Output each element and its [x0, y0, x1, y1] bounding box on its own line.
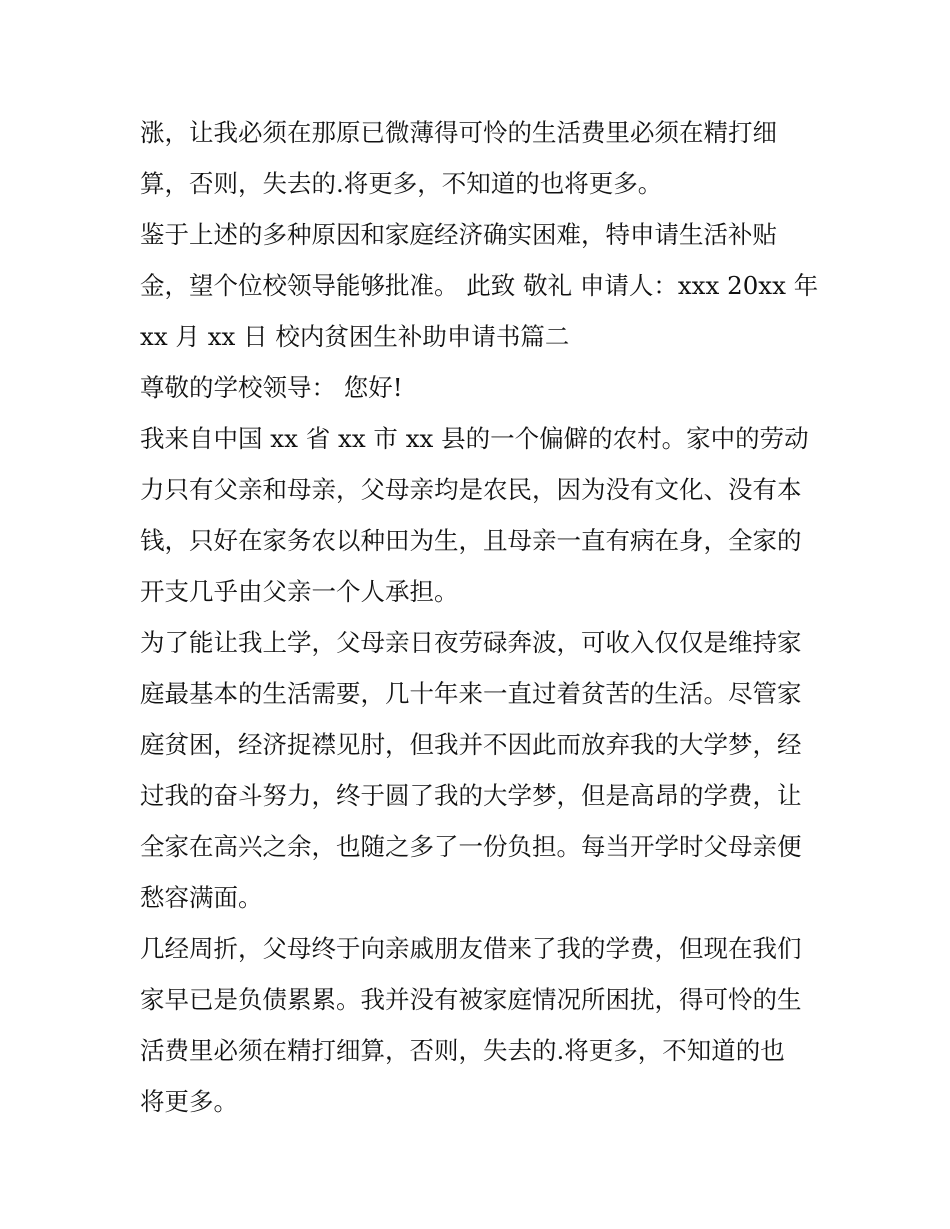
text-line: 金，望个位校领导能够批准。 此致 敬礼 申请人：xxx 20xx 年 — [140, 271, 819, 300]
paragraph-6 — [140, 923, 820, 1127]
paragraph-5 — [140, 617, 820, 923]
text-line: 力只有父亲和母亲，父母亲均是农民，因为没有文化、没有本 — [140, 475, 802, 504]
text-line: 庭最基本的生活需要，几十年来一直过着贫苦的生活。尽管家 — [140, 679, 802, 708]
text-line: 庭贫困，经济捉襟见肘，但我并不因此而放弃我的大学梦，经 — [140, 730, 802, 759]
text-line: 我来自中国 xx 省 xx 市 xx 县的一个偏僻的农村。家中的劳动 — [140, 424, 809, 453]
text-line: 为了能让我上学，父母亲日夜劳碌奔波，可收入仅仅是维持家 — [140, 628, 802, 657]
paragraph-4 — [140, 413, 820, 617]
paragraph-2 — [140, 209, 820, 362]
text-line: 涨，让我必须在那原已微薄得可怜的生活费里必须在精打细 — [140, 118, 777, 147]
text-line: 全家在高兴之余，也随之多了一份负担。每当开学时父母亲便 — [140, 832, 802, 861]
text-line: 过我的奋斗努力，终于圆了我的大学梦，但是高昂的学费，让 — [140, 781, 802, 810]
text-line: 开支几乎由父亲一个人承担。 — [140, 577, 459, 606]
document-body — [140, 107, 820, 1127]
text-line: 愁容满面。 — [140, 883, 263, 912]
text-line: xx 月 xx 日 校内贫困生补助申请书篇二 — [140, 322, 570, 351]
text-line: 活费里必须在精打细算，否则，失去的.将更多，不知道的也 — [140, 1036, 785, 1065]
text-line: 将更多。 — [140, 1087, 238, 1116]
paragraph-greeting — [140, 362, 820, 413]
paragraph-1 — [140, 107, 820, 209]
text-line: 尊敬的学校领导： 您好! — [140, 373, 403, 402]
text-line: 家早已是负债累累。我并没有被家庭情况所困扰，得可怜的生 — [140, 985, 802, 1014]
text-line: 钱，只好在家务农以种田为生，且母亲一直有病在身，全家的 — [140, 526, 802, 555]
text-line: 鉴于上述的多种原因和家庭经济确实困难，特申请生活补贴 — [140, 220, 777, 249]
text-line: 几经周折，父母终于向亲戚朋友借来了我的学费，但现在我们 — [140, 934, 802, 963]
text-line: 算，否则，失去的.将更多，不知道的也将更多。 — [140, 169, 663, 198]
